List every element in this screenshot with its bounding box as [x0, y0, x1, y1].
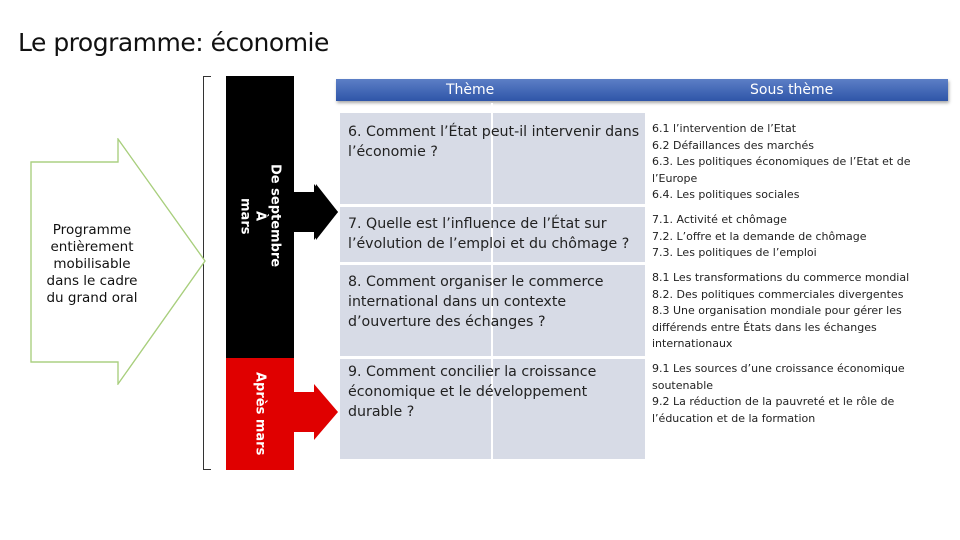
sub-themes-row-7: [652, 212, 944, 262]
sub-themes-row-8: [652, 270, 944, 353]
theme-row-8: 8. Comment organiser le commerce international dans un contexte d’ouverture des échanges ?: [348, 274, 604, 330]
row-separator: [340, 356, 645, 359]
sub-theme-item: 7.2. L’offre et la demande de chômage: [652, 229, 867, 243]
sub-theme-item: 9.1 Les sources d’une croissance économique soutenable: [652, 362, 905, 392]
sub-theme-item: 6.4. Les politiques sociales: [652, 188, 800, 201]
sub-theme-item: 7.3. Les politiques de l’emploi: [652, 246, 817, 259]
period-line-3: mars: [237, 197, 253, 235]
period-september-march-label: [226, 160, 294, 272]
black-arrow-icon: [294, 184, 340, 240]
program-box-text: Programme entièrement mobilisable dans le cadre du grand oral: [46, 222, 138, 306]
sub-theme-item: 8.1 Les transformations du commerce mondial: [652, 271, 910, 284]
period-after-march-text: Après mars: [252, 372, 268, 456]
sub-theme-item: 6.1 l’intervention de l’Etat: [652, 122, 797, 135]
sub-theme-item: 6.2 Défaillances des marchés: [652, 138, 814, 152]
theme-row-6: 6. Comment l’État peut-il intervenir dans l’économie ?: [348, 124, 640, 160]
sub-theme-item: 7.1. Activité et chômage: [652, 213, 787, 226]
sub-theme-item: 8.2. Des politiques commerciales divergentes: [652, 287, 904, 301]
period-line-2: À: [252, 210, 268, 222]
sub-themes-row-6: [652, 121, 944, 204]
period-after-march-label: [226, 372, 294, 464]
sub-themes-row-9: [652, 361, 944, 427]
theme-row-7: 7. Quelle est l’influence de l’État sur l’évolution de l’emploi et du chômage ?: [348, 216, 630, 252]
red-arrow-icon: [294, 384, 340, 440]
table-header: [336, 79, 948, 101]
row-separator: [340, 204, 645, 207]
sub-theme-item: 6.3. Les politiques économiques de l’Etat et de l’Europe: [652, 155, 911, 185]
sub-theme-item: 9.2 La réduction de la pauvreté et le rôle de l’éducation et de la formation: [652, 395, 895, 425]
header-theme: Thème: [446, 82, 495, 98]
theme-row-9: 9. Comment concilier la croissance économique et le développement durable ?: [348, 364, 597, 420]
row-separator: [340, 262, 645, 265]
sub-theme-item: 8.3 Une organisation mondiale pour gérer les différends entre États dans les échanges internationaux: [652, 304, 902, 350]
page-title: Le programme: économie: [18, 28, 329, 57]
period-line-1: De septembre: [267, 164, 283, 268]
header-sub-theme: Sous thème: [750, 82, 834, 98]
